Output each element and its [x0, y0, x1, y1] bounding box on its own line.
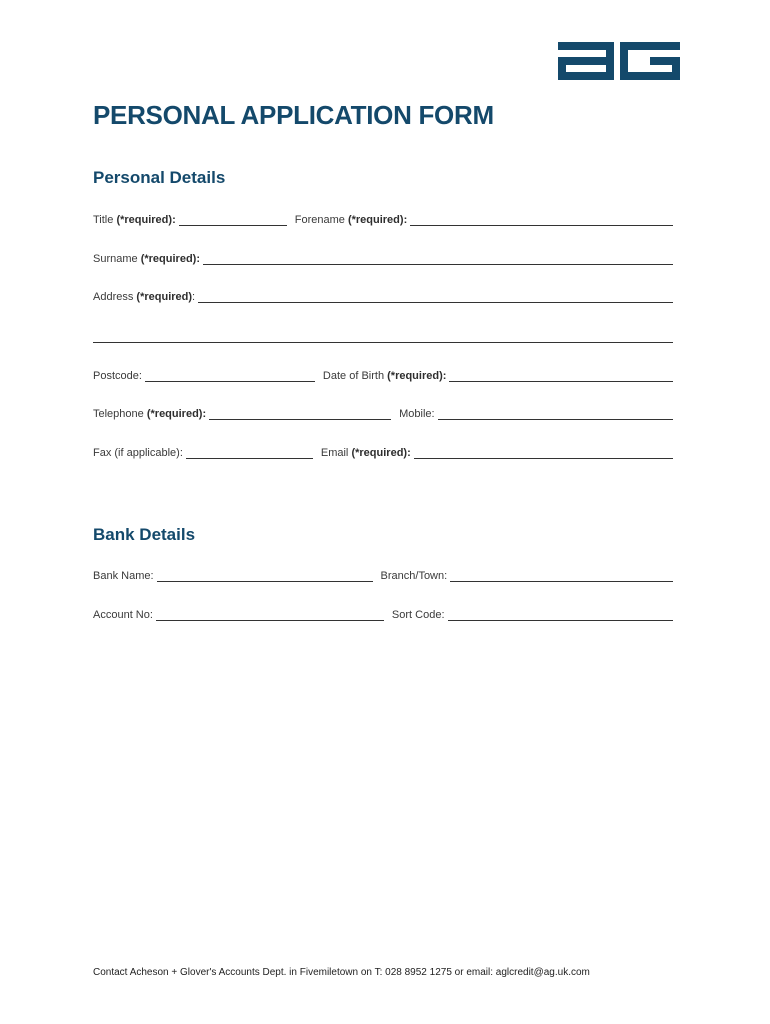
- required-marker: (*required): [136, 291, 193, 303]
- forename-field[interactable]: [410, 213, 673, 226]
- surname-field[interactable]: [203, 252, 673, 265]
- mobile-label: Mobile:: [399, 408, 435, 420]
- required-marker: (*required): [347, 214, 404, 226]
- address-line-2-row: [93, 327, 673, 343]
- address-row: Address (*required) :: [93, 287, 673, 303]
- title-forename-row: Title (*required) : Forename (*required) :: [93, 210, 673, 226]
- address-label: Address: [93, 291, 134, 303]
- bank-details-heading: Bank Details: [93, 525, 196, 544]
- telephone-mobile-row: Telephone (*required) : Mobile:: [93, 404, 673, 420]
- address-field[interactable]: [198, 290, 673, 303]
- telephone-label: Telephone: [93, 408, 144, 420]
- sort-code-field[interactable]: [448, 608, 673, 621]
- page-title: PERSONAL APPLICATION FORM: [93, 100, 494, 130]
- dob-field[interactable]: [449, 369, 673, 382]
- account-label: Account No:: [93, 609, 153, 621]
- mobile-field[interactable]: [438, 407, 673, 420]
- sort-code-label: Sort Code:: [391, 609, 445, 621]
- bank-name-field[interactable]: [157, 569, 373, 582]
- required-marker: (*required): [351, 447, 408, 459]
- telephone-field[interactable]: [209, 407, 391, 420]
- branch-label: Branch/Town:: [380, 570, 448, 582]
- bank-branch-row: [93, 566, 673, 582]
- bank-name-label: Bank Name:: [93, 570, 154, 582]
- personal-details-heading: Personal Details: [93, 168, 226, 187]
- footer-contact: Contact Acheson + Glover's Accounts Dept. in Fivemiletown on T: 028 8952 1275 or email: aglcredit@ag.uk.com: [93, 967, 590, 978]
- email-label: Email: [320, 447, 349, 459]
- email-field[interactable]: [414, 446, 673, 459]
- required-marker: (*required): [387, 370, 443, 382]
- postcode-dob-row: Postcode: Date of Birth (*required) :: [93, 366, 673, 382]
- forename-label: Forename: [294, 214, 345, 226]
- required-marker: (*required): [116, 214, 173, 226]
- required-marker: (*required): [146, 408, 203, 420]
- fax-field[interactable]: [186, 446, 313, 459]
- title-label: Title: [93, 214, 114, 226]
- postcode-label: Postcode:: [93, 370, 142, 382]
- address-line-2-field[interactable]: [93, 330, 673, 343]
- title-field[interactable]: [179, 213, 287, 226]
- postcode-field[interactable]: [145, 369, 315, 382]
- surname-label: Surname: [93, 253, 138, 265]
- fax-label: Fax (if applicable):: [93, 447, 183, 459]
- fax-email-row: Fax (if applicable): Email (*required) :: [93, 443, 673, 459]
- branch-field[interactable]: [450, 569, 673, 582]
- dob-label: Date of Birth: [322, 370, 385, 382]
- required-marker: (*required): [140, 253, 197, 265]
- surname-row: Surname (*required) :: [93, 249, 673, 265]
- ag-logo-icon: [558, 42, 680, 80]
- account-sortcode-row: [93, 605, 673, 621]
- account-field[interactable]: [156, 608, 384, 621]
